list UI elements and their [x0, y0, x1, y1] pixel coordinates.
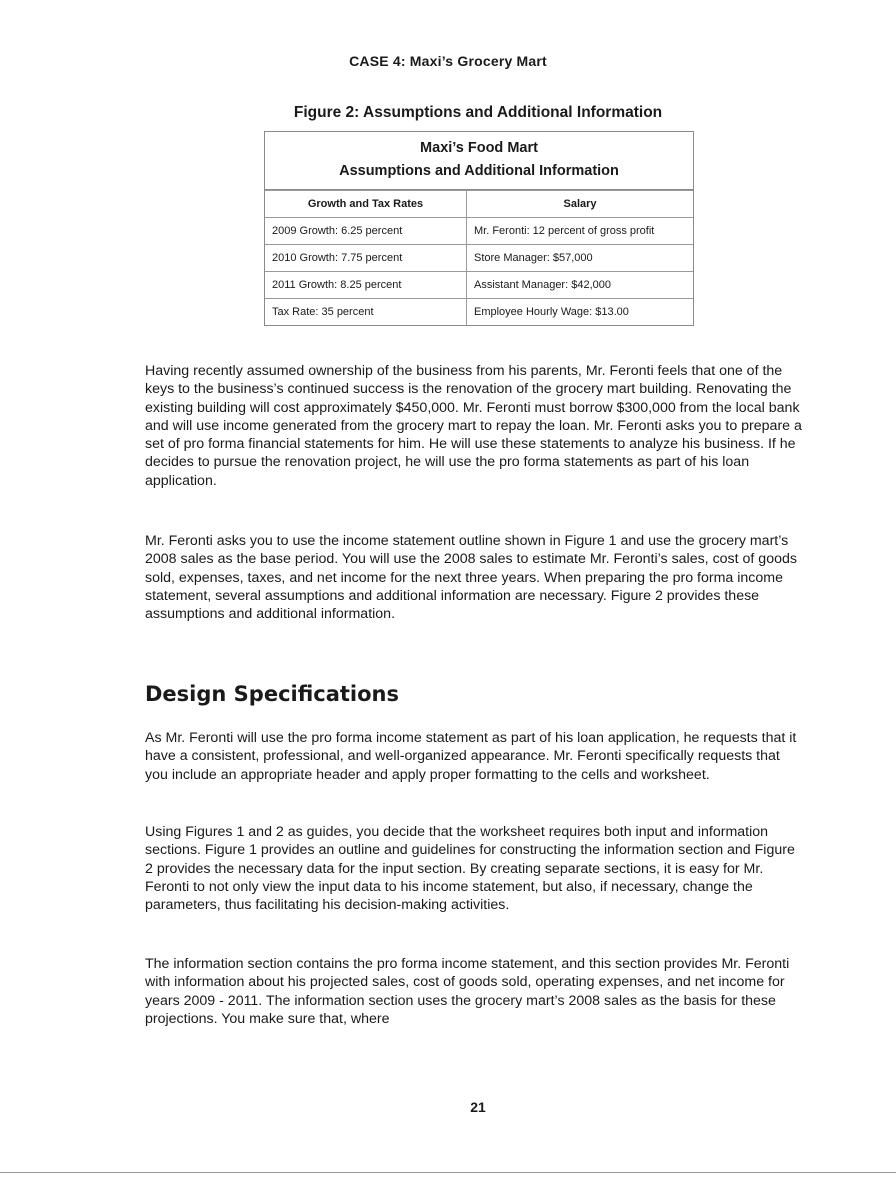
paragraph-design-requests: As Mr. Feronti will use the pro forma income statement as part of his loan application, he requests that it have a consistent, professional, and well-organized appearance. Mr. Feronti specifically requests that you include an appropriate header and apply proper formatting to the cells and worksheet. — [145, 730, 797, 783]
paragraph-ownership: Having recently assumed ownership of the business from his parents, Mr. Feronti feels that one of the keys to the business’s continued success is the renovation of the grocery mart building. Renovating the existing building will cost approximately $450,000. Mr. Feronti must borrow $300,000 from the local bank and will use income generated from the grocery mart to repay the loan. Mr. Feronti asks you to prepare a set of pro forma financial statements for him. He will use these statements to analyze his business. If he decides to pursue the renovation project, he will use the pro forma statements as part of his loan application. — [145, 363, 802, 489]
table-subtitle: Assumptions and Additional Information — [339, 163, 619, 179]
table-title: Maxi’s Food Mart — [420, 140, 538, 156]
column-header-rates: Growth and Tax Rates — [265, 191, 467, 217]
figure-caption: Figure 2: Assumptions and Additional Information — [293, 104, 663, 121]
paragraph-income-statement: Mr. Feronti asks you to use the income statement outline shown in Figure 1 and use the grocery mart’s 2008 sales as the base period. You will use the 2008 sales to estimate Mr. Feronti’s sales, cost of goods sold, expenses, taxes, and net income for the next three years. When preparing the pro forma income statement, several assumptions and additional information are necessary. Figure 2 provides these assumptions and additional information. — [145, 533, 797, 623]
table-cell: Assistant Manager: $42,000 — [474, 279, 611, 291]
page-bottom-rule — [0, 1172, 896, 1173]
table-cell: Store Manager: $57,000 — [474, 252, 593, 264]
table-row — [265, 244, 693, 271]
table-cell: Tax Rate: 35 percent — [265, 299, 467, 325]
page-number: 21 — [470, 1099, 486, 1115]
table-heading — [265, 132, 693, 190]
paragraph-sections: Using Figures 1 and 2 as guides, you decide that the worksheet requires both input and information sections. Figure 1 provides an outline and guidelines for constructing the information section and Figure 2 provides the necessary data for the input section. By creating separate sections, it is easy for Mr. Feronti to not only view the input data to his income statement, but also, if necessary, change the parameters, thus facilitating his decision-making activities. — [145, 824, 795, 914]
table-row — [265, 217, 693, 244]
table-header-row — [265, 190, 693, 217]
section-heading: Design Specifications — [145, 682, 400, 706]
table-row — [265, 271, 693, 298]
table-cell: Employee Hourly Wage: $13.00 — [474, 306, 629, 318]
assumptions-table — [264, 131, 694, 326]
table-cell: Mr. Feronti: 12 percent of gross profit — [474, 225, 655, 237]
column-header-salary: Salary — [563, 198, 597, 210]
table-cell: 2010 Growth: 7.75 percent — [265, 245, 467, 271]
paragraph-information-section: The information section contains the pro forma income statement, and this section provides Mr. Feronti with information about his projected sales, cost of goods sold, operating expenses, and net income for years 2009 - 2011. The information section uses the grocery mart’s 2008 sales as the basis for these projections. You make sure that, where — [145, 956, 790, 1027]
table-cell: 2011 Growth: 8.25 percent — [265, 272, 467, 298]
case-title: CASE 4: Maxi’s Grocery Mart — [349, 53, 547, 69]
table-row — [265, 298, 693, 325]
table-cell: 2009 Growth: 6.25 percent — [265, 218, 467, 244]
